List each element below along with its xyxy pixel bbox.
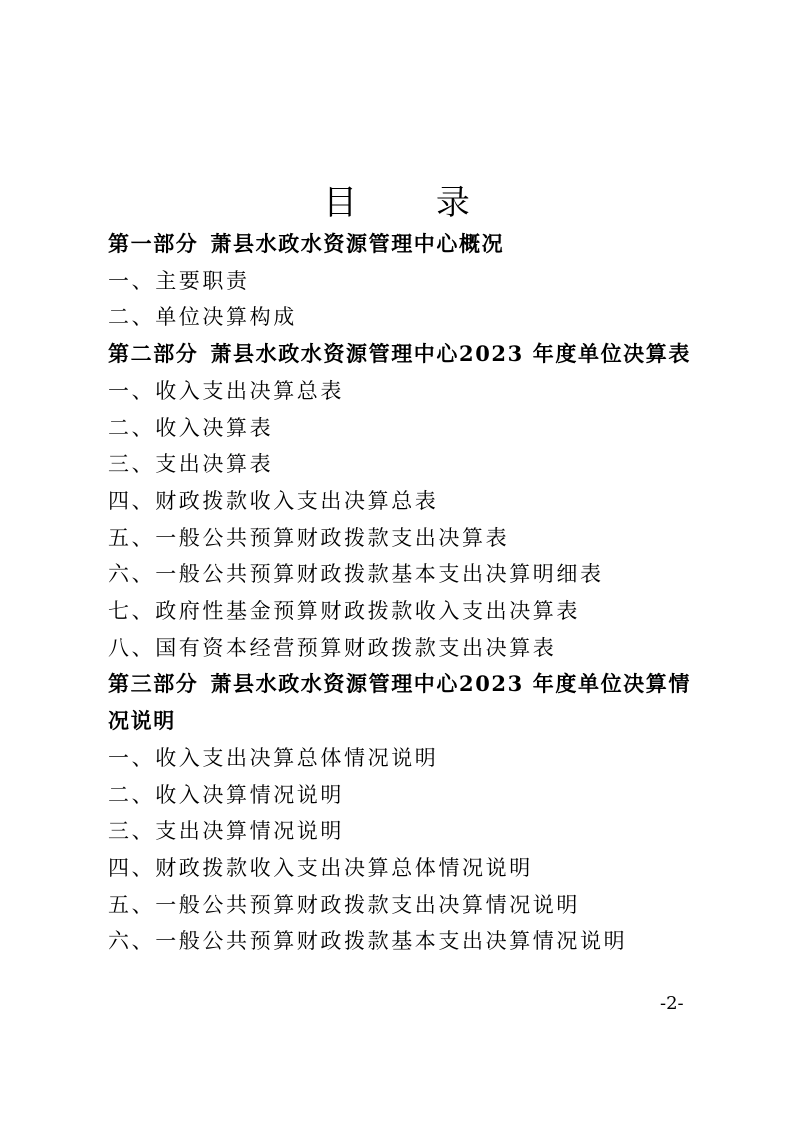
toc-part-number: 第一部分 — [108, 231, 199, 256]
toc-item: 三、支出决算表 — [108, 452, 274, 477]
toc-item: 六、一般公共预算财政拨款基本支出决算明细表 — [108, 562, 604, 587]
toc-part-title: 萧县水政水资源管理中心概况 — [210, 231, 505, 256]
page-title: 目 录 — [323, 183, 504, 223]
toc-item: 二、单位决算构成 — [108, 305, 297, 330]
toc-item: 四、财政拨款收入支出决算总表 — [108, 488, 439, 513]
page-number: -2- — [660, 993, 684, 1014]
toc-item: 七、政府性基金预算财政拨款收入支出决算表 — [108, 599, 580, 624]
toc-part-heading — [108, 666, 708, 739]
toc-item: 一、收入支出决算总表 — [108, 378, 344, 403]
toc-item: 二、收入决算情况说明 — [108, 782, 344, 807]
toc-item: 六、一般公共预算财政拨款基本支出决算情况说明 — [108, 929, 628, 954]
toc-item: 二、收入决算表 — [108, 415, 274, 440]
toc-item: 一、收入支出决算总体情况说明 — [108, 745, 439, 770]
toc-item: 八、国有资本经营预算财政拨款支出决算表 — [108, 635, 557, 660]
toc-part-heading — [108, 336, 708, 373]
toc-part-title: 萧县水政水资源管理中心2023 年度单位决算情况说明 — [108, 671, 691, 734]
toc-item: 五、一般公共预算财政拨款支出决算表 — [108, 525, 510, 550]
table-of-contents — [108, 226, 708, 960]
toc-part-number: 第二部分 — [108, 341, 199, 367]
toc-part-heading — [108, 226, 708, 263]
toc-item: 三、支出决算情况说明 — [108, 819, 344, 844]
toc-item: 四、财政拨款收入支出决算总体情况说明 — [108, 855, 533, 880]
toc-item: 五、一般公共预算财政拨款支出决算情况说明 — [108, 892, 580, 917]
toc-part-title: 萧县水政水资源管理中心2023 年度单位决算表 — [210, 341, 691, 367]
toc-part-number: 第三部分 — [108, 671, 199, 697]
toc-item: 一、主要职责 — [108, 268, 250, 293]
